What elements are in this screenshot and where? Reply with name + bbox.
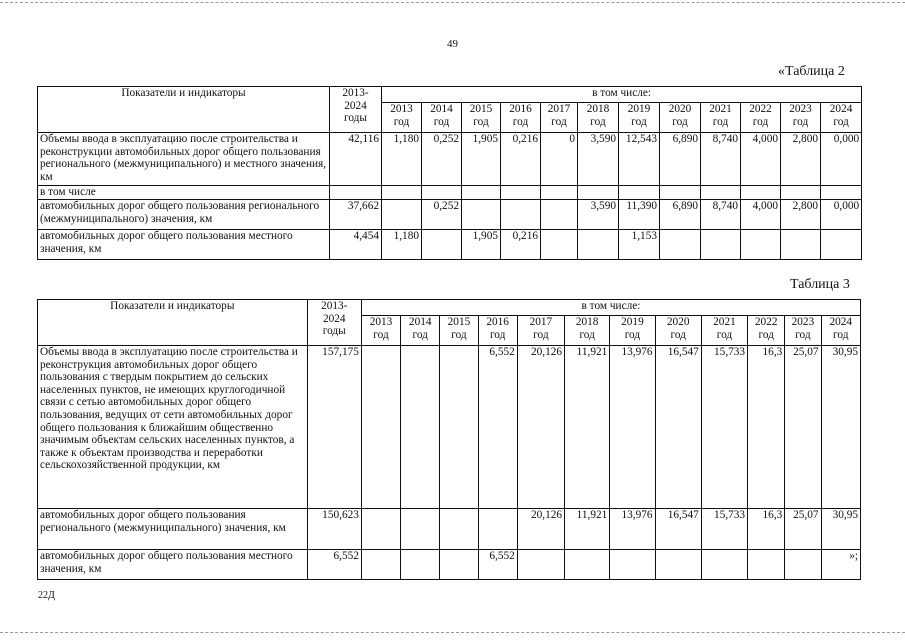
table3-row: [38, 550, 861, 580]
table2-row-total: 37,662: [330, 200, 382, 230]
table3-year-header: 2017 год: [517, 316, 564, 346]
table3-value-cell: [401, 346, 440, 509]
table3-year-header: 2019 год: [610, 316, 655, 346]
table2-value-cell: 6,890: [660, 200, 701, 230]
table2-value-cell: 1,180: [382, 133, 422, 186]
table2-value-cell: 0,252: [422, 133, 462, 186]
table2-value-cell: 1,153: [619, 230, 660, 260]
table3-year-header: 2020 год: [655, 316, 701, 346]
table2-value-cell: [541, 200, 578, 230]
table3-year-header: 2014 год: [401, 316, 440, 346]
table3-value-cell: 11,921: [565, 509, 610, 550]
table3-value-cell: [361, 550, 400, 580]
table3-value-cell: »;: [821, 550, 860, 580]
table3-value-cell: 20,126: [517, 509, 564, 550]
table2-row: [38, 230, 862, 260]
table3-value-cell: [785, 550, 821, 580]
table3-value-cell: 11,921: [565, 346, 610, 509]
table2-value-cell: [382, 200, 422, 230]
table3-caption: Таблица 3: [790, 277, 850, 292]
table3-value-cell: [440, 550, 478, 580]
table2-value-cell: 1,905: [462, 230, 501, 260]
table2-value-cell: [821, 186, 862, 200]
table3-row-total: 6,552: [307, 550, 361, 580]
table2-year-header: 2023 год: [781, 103, 821, 133]
table2-row: [38, 186, 862, 200]
table2-year-header: 2017 год: [541, 103, 578, 133]
table2-value-cell: 2,800: [781, 133, 821, 186]
table2-value-cell: 0,252: [422, 200, 462, 230]
table3-value-cell: 30,95: [821, 346, 860, 509]
table3-row-label: Объемы ввода в эксплуатацию после строительства и реконструкция автомобильных дорог общего пользования с твердым покрытием до сельских населенных пунктов, не имеющих круглогодичной связи с сетью автомобильных дорог общего пользования, ведущих от сети автомобильных дорог общего пользования к ближайшим общественно значимым объектам сельских населенных пунктов, а также к объектам производства и переработки сельскохозяйственной продукции, км: [38, 346, 308, 509]
table3-value-cell: 13,976: [610, 509, 655, 550]
table2-year-header: 2014 год: [422, 103, 462, 133]
table3-year-header: 2018 год: [565, 316, 610, 346]
table2-value-cell: 1,180: [382, 230, 422, 260]
table2-value-cell: [462, 200, 501, 230]
table2-value-cell: 3,590: [578, 133, 619, 186]
table2-value-cell: 11,390: [619, 200, 660, 230]
table2-year-header: 2016 год: [501, 103, 541, 133]
table-3: [37, 299, 861, 580]
table2-value-cell: 0,000: [821, 133, 862, 186]
table2-value-cell: [619, 186, 660, 200]
footer-note: 22Д: [38, 590, 55, 601]
table3-value-cell: [440, 346, 478, 509]
scan-edge-bottom: [0, 632, 905, 633]
table3-year-header: 2016 год: [478, 316, 517, 346]
table3-value-cell: [517, 550, 564, 580]
table2-row-total: [330, 186, 382, 200]
table2-value-cell: [541, 186, 578, 200]
table3-year-header: 2021 год: [701, 316, 747, 346]
table3-value-cell: 6,552: [478, 346, 517, 509]
table2-value-cell: 3,590: [578, 200, 619, 230]
table3-value-cell: [401, 509, 440, 550]
table3-row-total: 150,623: [307, 509, 361, 550]
table2-row-label: в том числе: [38, 186, 330, 200]
table2-value-cell: [578, 186, 619, 200]
table3-value-cell: 16,547: [655, 509, 701, 550]
table2-year-header: 2015 год: [462, 103, 501, 133]
table3-value-cell: 30,95: [821, 509, 860, 550]
table3-year-header: 2013 год: [361, 316, 400, 346]
table2-row-label: Объемы ввода в эксплуатацию после строительства и реконструкции автомобильных дорог общего пользования регионального (межмуниципального) и местного значения, км: [38, 133, 330, 186]
table2-row-label: автомобильных дорог общего пользования регионального (межмуниципального) значения, км: [38, 200, 330, 230]
table2-value-cell: [660, 230, 701, 260]
table2-value-cell: [821, 230, 862, 260]
table2-value-cell: [462, 186, 501, 200]
table3-value-cell: [361, 346, 400, 509]
table3-header-indicator: Показатели и индикаторы: [38, 300, 308, 346]
table3-value-cell: 16,3: [748, 509, 785, 550]
table3-year-header: 2015 год: [440, 316, 478, 346]
table2-value-cell: [578, 230, 619, 260]
table2-value-cell: 8,740: [701, 133, 741, 186]
scan-edge-top: [0, 2, 905, 3]
table3-year-header: 2022 год: [748, 316, 785, 346]
table2-value-cell: 4,000: [741, 133, 781, 186]
table2-value-cell: [701, 186, 741, 200]
table2-year-header: 2020 год: [660, 103, 701, 133]
table3-value-cell: 16,547: [655, 346, 701, 509]
table3-header-period: 2013- 2024 годы: [307, 300, 361, 346]
table3-value-cell: [610, 550, 655, 580]
table3-value-cell: 25,07: [785, 509, 821, 550]
table3-year-header: 2024 год: [821, 316, 860, 346]
table2-row-total: 42,116: [330, 133, 382, 186]
table2-value-cell: 1,905: [462, 133, 501, 186]
table3-value-cell: [440, 509, 478, 550]
table2-year-header: 2019 год: [619, 103, 660, 133]
table2-year-header: 2021 год: [701, 103, 741, 133]
table2-year-header: 2018 год: [578, 103, 619, 133]
table3-year-header: 2023 год: [785, 316, 821, 346]
table3-value-cell: [655, 550, 701, 580]
table3-value-cell: 13,976: [610, 346, 655, 509]
table2-caption: «Таблица 2: [778, 64, 845, 79]
table2-value-cell: 2,800: [781, 200, 821, 230]
table2-value-cell: [741, 186, 781, 200]
page-number: 49: [447, 38, 458, 50]
table2-value-cell: [701, 230, 741, 260]
table3-row: [38, 346, 861, 509]
table2-value-cell: 4,000: [741, 200, 781, 230]
table2-value-cell: [422, 230, 462, 260]
table3-value-cell: [478, 509, 517, 550]
table2-year-header: 2022 год: [741, 103, 781, 133]
table3-value-cell: [401, 550, 440, 580]
table3-value-cell: 15,733: [701, 346, 747, 509]
table2-value-cell: [501, 186, 541, 200]
table3-row: [38, 509, 861, 550]
table2-row: [38, 200, 862, 230]
table2-value-cell: 0,000: [821, 200, 862, 230]
table3-value-cell: 6,552: [478, 550, 517, 580]
table2-header-indicator: Показатели и индикаторы: [38, 87, 330, 133]
table2-value-cell: 8,740: [701, 200, 741, 230]
table3-row-label: автомобильных дорог общего пользования регионального (межмуниципального) значения, км: [38, 509, 308, 550]
table2-value-cell: [382, 186, 422, 200]
table2-row-label: автомобильных дорог общего пользования местного значения, км: [38, 230, 330, 260]
table2-row-total: 4,454: [330, 230, 382, 260]
table3-value-cell: 20,126: [517, 346, 564, 509]
table-2: [37, 86, 862, 260]
table2-year-header: 2013 год: [382, 103, 422, 133]
table3-row-label: автомобильных дорог общего пользования местного значения, км: [38, 550, 308, 580]
table2-header-period: 2013- 2024 годы: [330, 87, 382, 133]
table2-year-header: 2024 год: [821, 103, 862, 133]
table3-row-total: 157,175: [307, 346, 361, 509]
table3-value-cell: 15,733: [701, 509, 747, 550]
table2-value-cell: 0,216: [501, 230, 541, 260]
table2-value-cell: 12,543: [619, 133, 660, 186]
table3-header-including: в том числе:: [361, 300, 860, 316]
table3-value-cell: [565, 550, 610, 580]
table3-value-cell: [361, 509, 400, 550]
table2-value-cell: 0,216: [501, 133, 541, 186]
table2-header-including: в том числе:: [382, 87, 862, 103]
table2-value-cell: [781, 186, 821, 200]
table2-value-cell: [422, 186, 462, 200]
table3-value-cell: 16,3: [748, 346, 785, 509]
table2-value-cell: [741, 230, 781, 260]
table3-value-cell: 25,07: [785, 346, 821, 509]
table3-value-cell: [748, 550, 785, 580]
table3-value-cell: [701, 550, 747, 580]
table2-value-cell: 0: [541, 133, 578, 186]
table2-value-cell: [781, 230, 821, 260]
table2-value-cell: 6,890: [660, 133, 701, 186]
table2-value-cell: [660, 186, 701, 200]
table2-value-cell: [501, 200, 541, 230]
table2-row: [38, 133, 862, 186]
table2-value-cell: [541, 230, 578, 260]
